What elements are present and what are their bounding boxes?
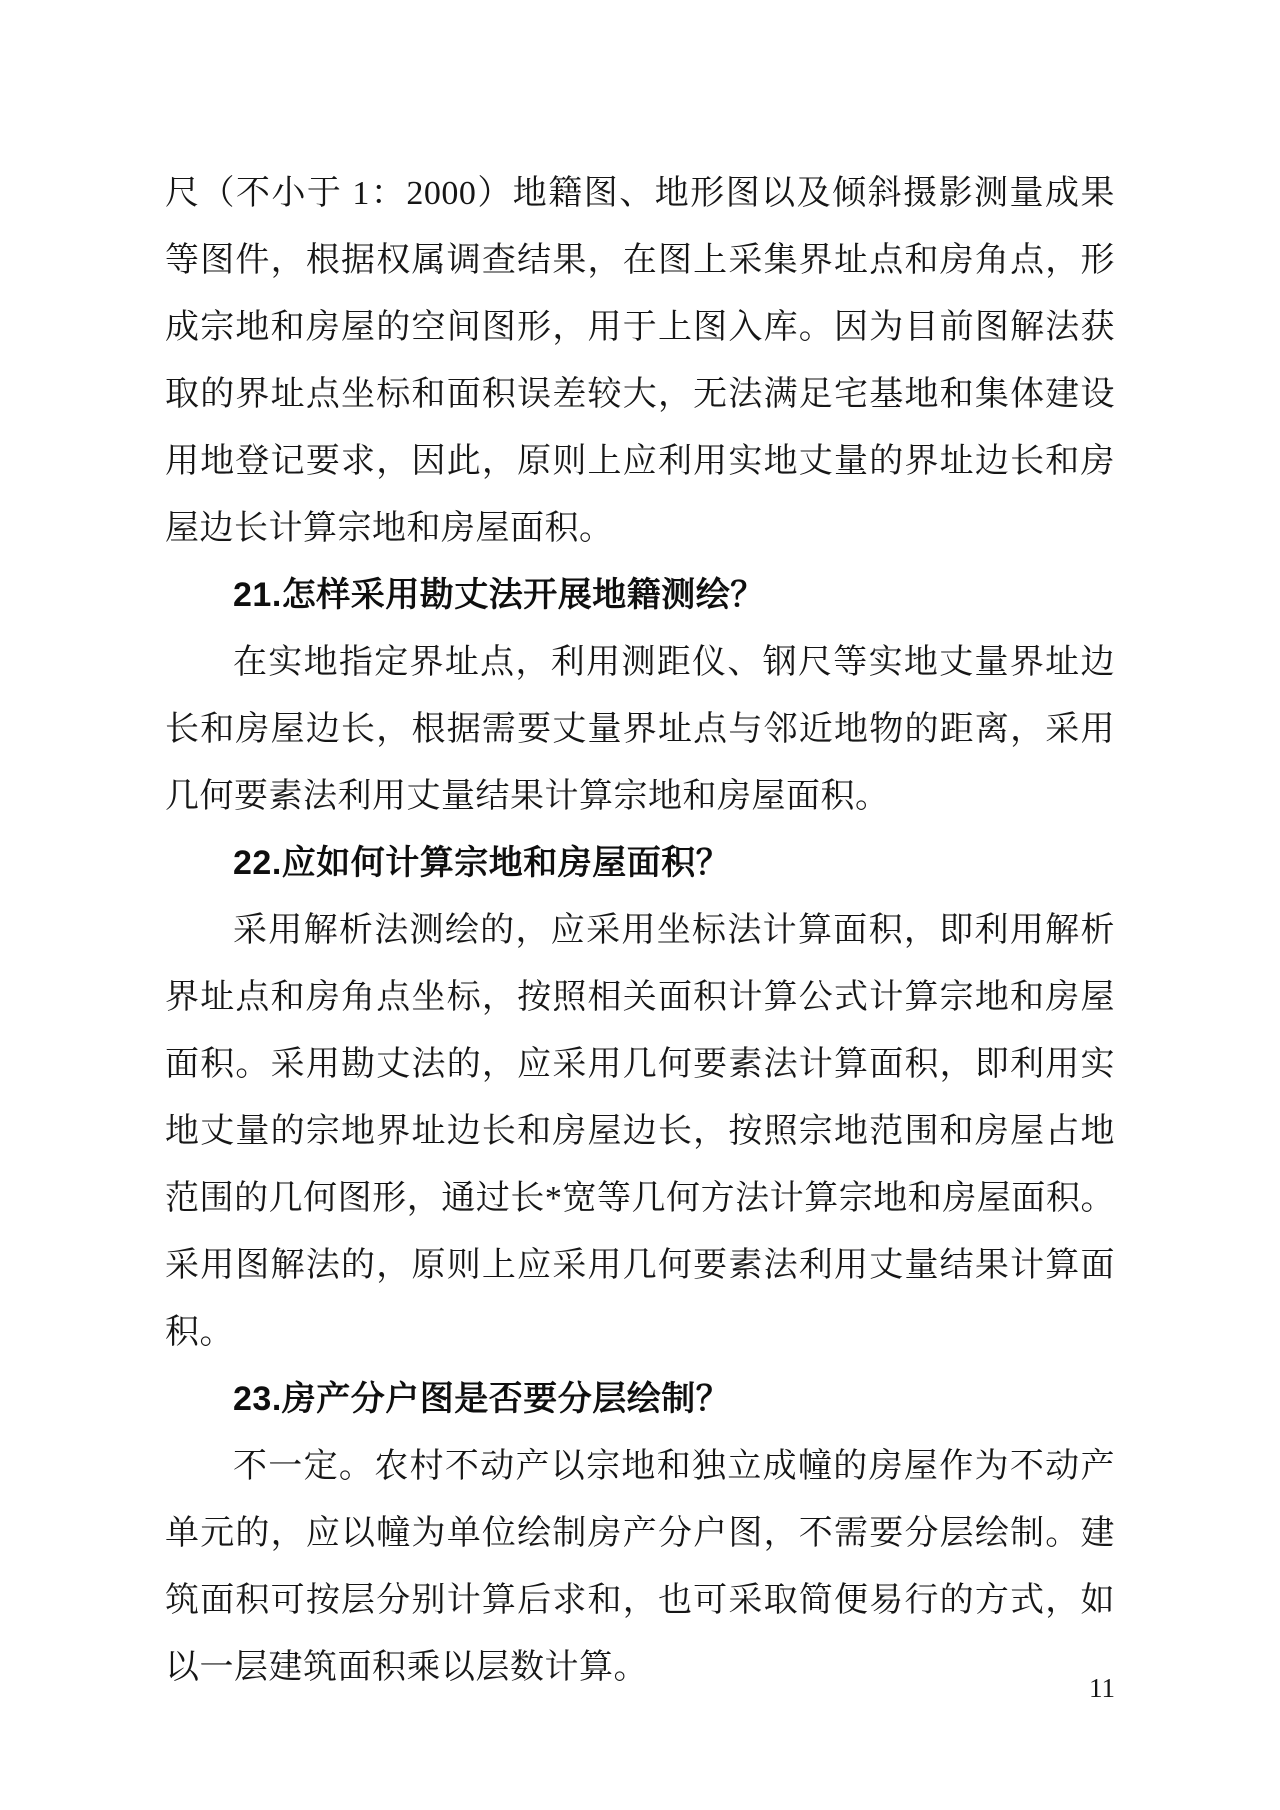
paragraph-continuation: 尺（不小于 1：2000）地籍图、地形图以及倾斜摄影测量成果等图件，根据权属调查结果，在图上采集界址点和房角点，形成宗地和房屋的空间图形，用于上图入库。因为目前图解法获取的界址点坐标和面积误差较大，无法满足宅基地和集体建设用地登记要求，因此，原则上应利用实地丈量的界址边长和房屋边长计算宗地和房屋面积。 <box>165 175 1115 547</box>
answer-paragraph-21: 在实地指定界址点，利用测距仪、钢尺等实地丈量界址边长和房屋边长，根据需要丈量界址点与邻近地物的距离，采用几何要素法利用丈量结果计算宗地和房屋面积。 <box>165 644 1115 815</box>
page-number: 11 <box>1089 1673 1115 1703</box>
question-heading-22: 22.应如何计算宗地和房屋面积？ <box>233 844 731 882</box>
answer-paragraph-22: 采用解析法测绘的，应采用坐标法计算面积，即利用解析界址点和房角点坐标，按照相关面积计算公式计算宗地和房屋面积。采用勘丈法的，应采用几何要素法计算面积，即利用实地丈量的宗地界址边长和房屋边长，按照宗地范围和房屋占地范围的几何图形，通过长*宽等几何方法计算宗地和房屋面积。采用图解法的，原则上应采用几何要素法利用丈量结果计算面积。 <box>165 912 1115 1351</box>
answer-paragraph-23: 不一定。农村不动产以宗地和独立成幢的房屋作为不动产单元的，应以幢为单位绘制房产分户图，不需要分层绘制。建筑面积可按层分别计算后求和，也可采取简便易行的方式，如以一层建筑面积乘以层数计算。 <box>165 1448 1115 1686</box>
page-body-text <box>165 160 1115 1701</box>
question-heading-23: 23.房产分户图是否要分层绘制？ <box>233 1380 731 1418</box>
question-heading-21: 21.怎样采用勘丈法开展地籍测绘？ <box>233 576 765 614</box>
